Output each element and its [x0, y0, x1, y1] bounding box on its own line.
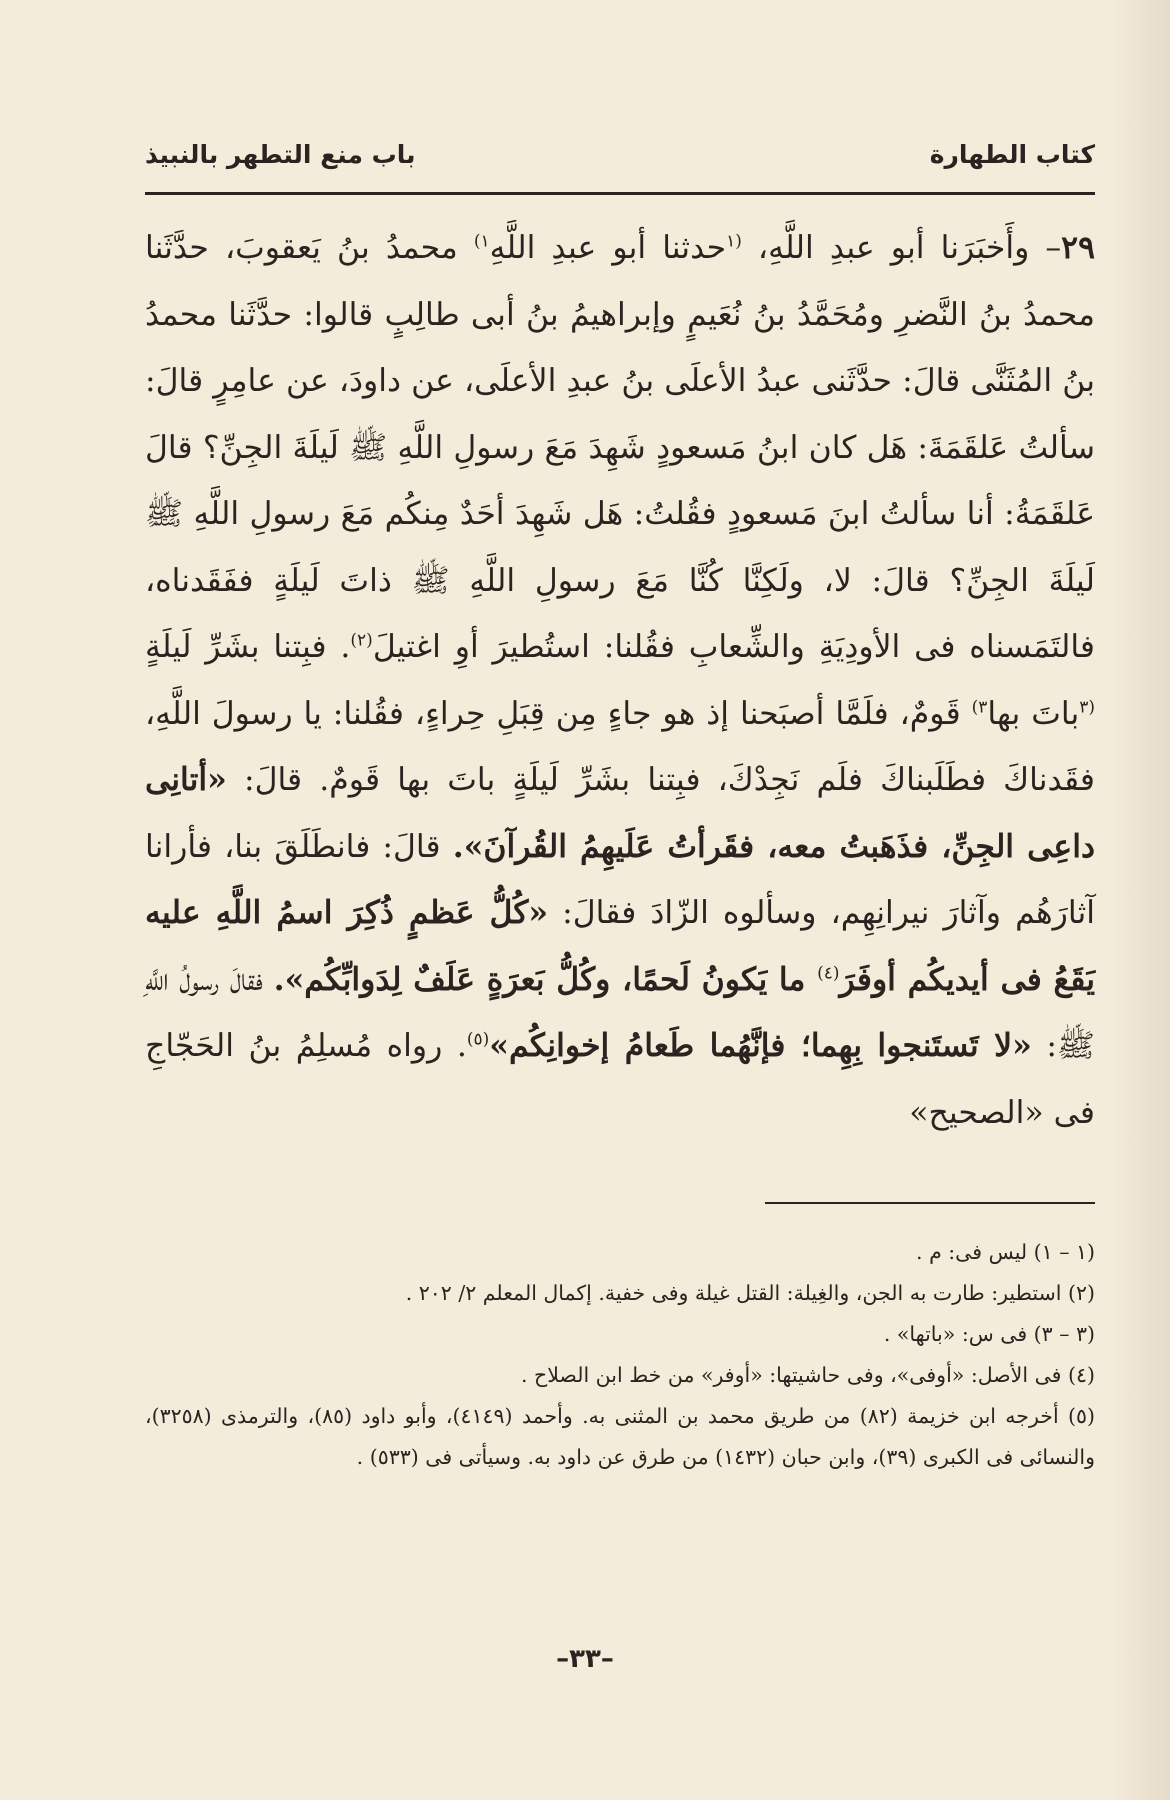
text-segment: فقالَ رسولُ اللَّهِ ﷺ:: [145, 961, 1095, 1064]
prophetic-quote: «كُلُّ عَظمٍ ذُكِرَ اسمُ اللَّهِ عليه يَقَعُ فى أيديكُم أوفَرَ: [145, 894, 1095, 998]
footnote: (١ – ١) ليس فى: م .: [916, 1240, 1095, 1264]
chapter-title: باب منع التطهر بالنبيذ: [145, 140, 416, 169]
book-page: [145, 140, 1095, 1478]
page-edge-shadow: [1110, 0, 1170, 1800]
prophetic-quote: ما يَكونُ لَحمًا، وكُلُّ بَعرَةٍ عَلَفٌ لِدَوابِّكُم».: [273, 960, 818, 998]
prophetic-quote: «أتانِى داعِى الجِنِّ، فذَهَبتُ معه، فقَرأتُ عَلَيهِمُ القُرآنَ».: [145, 761, 1095, 865]
text-segment: – وأَخبَرَنا أبو عبدِ اللَّهِ،: [741, 230, 1062, 266]
hadith-paragraph: [145, 215, 1095, 1146]
footnote-ref: ٣): [971, 697, 988, 717]
page-number: –٣٣–: [556, 1644, 614, 1674]
hadith-number: ٢٩: [1061, 229, 1095, 266]
footnote-ref: (٣: [1079, 697, 1095, 717]
text-segment: محمدُ بنُ يَعقوبَ، حدَّثَنا محمدُ بنُ النَّضرِ ومُحَمَّدُ بنُ نُعَيمٍ وإبراهيمُ بنُ أبى طالِبٍ قالوا: حدَّثَنا محمدُ بنُ المُثَنَّى قالَ: حدَّثَنى عبدُ الأعلَى بنُ عبدِ الأعلَى، عن داودَ، عن عامِرٍ قالَ: سألتُ عَلقَمَةَ: هَل كان ابنُ مَسعودٍ شَهِدَ مَعَ رسولِ اللَّهِ ﷺ لَيلَةَ الجِنِّ؟ قالَ عَلقَمَةُ: أنا سألتُ ابنَ مَسعودٍ فقُلتُ: هَل شَهِدَ أحَدٌ مِنكُم مَعَ رسولِ اللَّهِ ﷺ لَيلَةَ الجِنِّ؟ قالَ: لا، ولَكِنَّا كُنَّا مَعَ رسولِ اللَّهِ ﷺ ذاتَ لَيلَةٍ ففَقَدناه، فالتَمَسناه فى الأودِيَةِ والشِّعابِ فقُلنا: استُطيرَ أوِ اغتيلَ: [145, 230, 1095, 665]
text-segment: . رواه مُسلِمُ بنُ الحَجّاجِ فى «الصحيح»: [145, 1028, 1095, 1131]
footnote: (٤) فى الأصل: «أوفى»، وفى حاشيتها: «أوفر» من خط ابن الصلاح .: [520, 1363, 1095, 1387]
footnotes: [145, 1232, 1095, 1478]
running-header: [145, 140, 1095, 188]
footnote-ref: (٢): [350, 630, 373, 651]
text-segment: . فبِتنا بشَرِّ لَيلَةٍ: [145, 629, 351, 665]
book-title: كتاب الطهارة: [929, 140, 1095, 169]
footnote: (٣ – ٣) فى س: «باتها» .: [883, 1322, 1095, 1346]
header-rule: [145, 192, 1095, 195]
text-segment: باتَ بها: [987, 695, 1080, 732]
text-segment: قالَ: فانطَلَقَ بنا، فأرانا آثارَهُم وآثارَ نيرانِهِم، وسألوه الزّادَ فقالَ:: [145, 828, 1095, 931]
footnote-ref: ١): [473, 231, 490, 252]
prophetic-quote: «لا تَستَنجوا بِهِما؛ فإنَّهُما طَعامُ إخوانِكُم»: [489, 1027, 1032, 1064]
footnote: (٥) أخرجه ابن خزيمة (٨٢) من طريق محمد بن المثنى به. وأحمد (٤١٤٩)، وأبو داود (٨٥)، والترمذى (٣٢٥٨)، والنسائى فى الكبرى (٣٩)، وابن حبان (١٤٣٢) من طرق عن داود به. وسيأتى فى (٥٣٣) .: [145, 1404, 1096, 1469]
hadith-text: [145, 215, 1095, 1146]
text-segment: قَومٌ، فلَمَّا أصبَحنا إذ هو جاءٍ مِن قِبَلِ حِراءٍ، فقُلنا: يا رسولَ اللَّهِ، فقَدناكَ فطَلَبناكَ فلَم نَجِدْكَ، فبِتنا بشَرِّ لَيلَةٍ باتَ بها قَومٌ. قالَ:: [145, 695, 1095, 798]
footnote: (٢) استطير: طارت به الجن، والغِيلة: القتل غيلة وفى خفية. إكمال المعلم ٢/ ٢٠٢ .: [405, 1281, 1095, 1305]
footnote-ref: (١: [726, 231, 742, 252]
footnote-ref: (٥): [466, 1029, 490, 1050]
footnote-ref: (٤): [817, 963, 840, 983]
footnote-rule: [765, 1202, 1095, 1204]
text-segment: حدثنا أبو عبدِ اللَّهِ: [489, 230, 727, 266]
